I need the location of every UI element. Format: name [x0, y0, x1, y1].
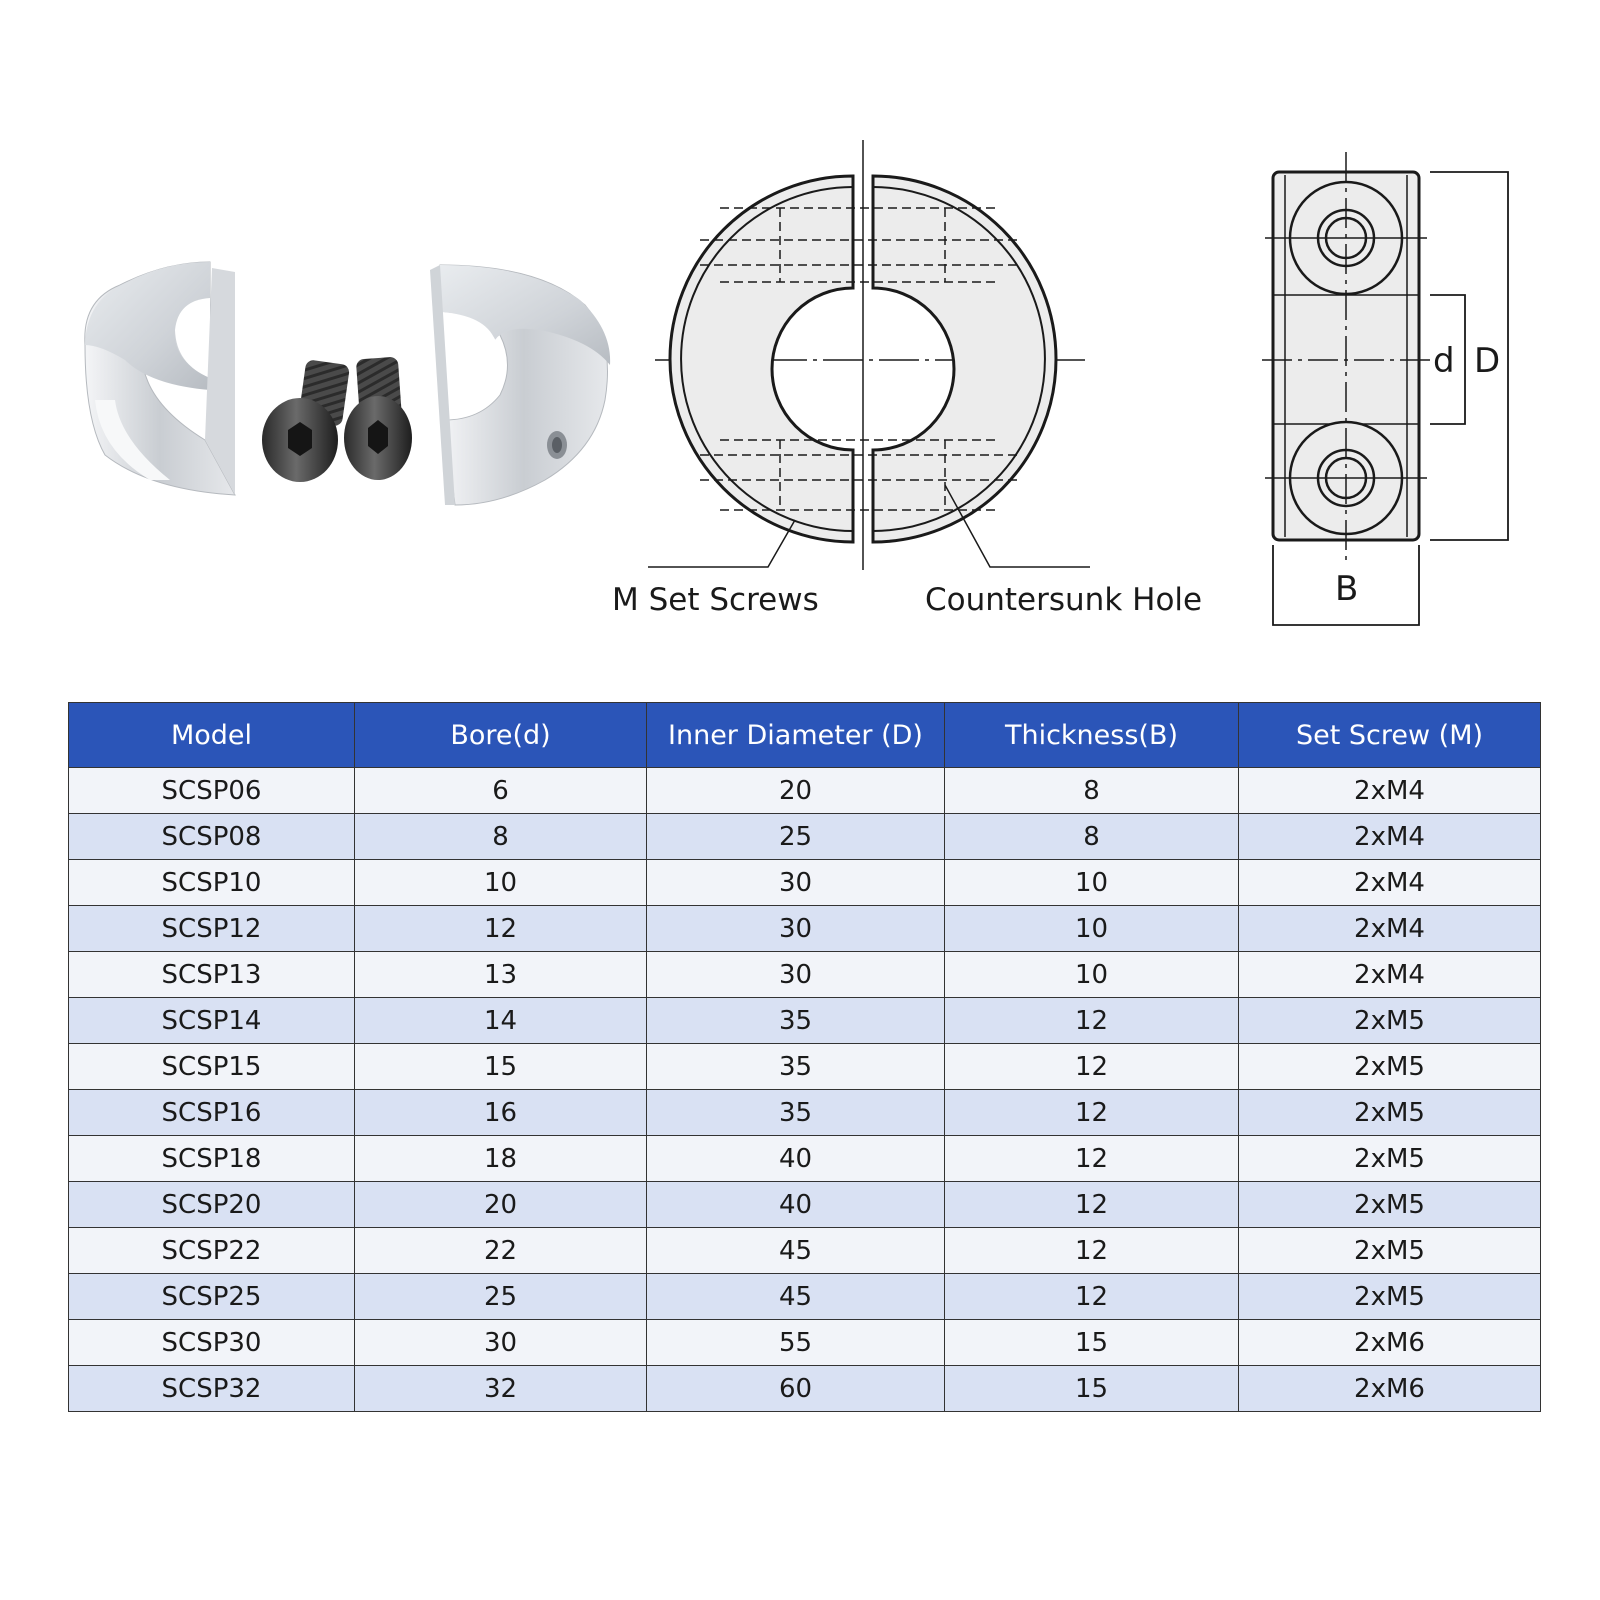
table-row	[69, 1182, 1541, 1228]
cell-inner-diameter: 40	[647, 1182, 945, 1228]
ring-half-right	[873, 176, 1056, 542]
cell-bore: 6	[355, 768, 647, 814]
cell-set-screw: 2xM5	[1239, 1182, 1541, 1228]
table-row	[69, 1136, 1541, 1182]
product-photo	[85, 262, 610, 505]
cell-set-screw: 2xM4	[1239, 860, 1541, 906]
cell-model: SCSP12	[69, 906, 355, 952]
collar-half-right	[430, 265, 610, 505]
cell-model: SCSP15	[69, 1044, 355, 1090]
cell-inner-diameter: 45	[647, 1228, 945, 1274]
cell-bore: 12	[355, 906, 647, 952]
cell-inner-diameter: 35	[647, 998, 945, 1044]
dimension-D-label: D	[1474, 341, 1501, 381]
cell-model: SCSP32	[69, 1366, 355, 1412]
cell-bore: 13	[355, 952, 647, 998]
product-illustration	[0, 0, 1600, 660]
set-screws-leader	[648, 520, 795, 567]
spec-table	[68, 702, 1541, 1412]
cell-model: SCSP06	[69, 768, 355, 814]
cell-inner-diameter: 45	[647, 1274, 945, 1320]
cell-model: SCSP16	[69, 1090, 355, 1136]
header-bore: Bore(d)	[355, 703, 647, 768]
header-thickness: Thickness(B)	[945, 703, 1239, 768]
cell-thickness: 12	[945, 1274, 1239, 1320]
table-row	[69, 860, 1541, 906]
cell-set-screw: 2xM6	[1239, 1366, 1541, 1412]
cell-thickness: 12	[945, 998, 1239, 1044]
table-row	[69, 768, 1541, 814]
cell-set-screw: 2xM6	[1239, 1320, 1541, 1366]
table-row	[69, 1274, 1541, 1320]
cell-model: SCSP25	[69, 1274, 355, 1320]
spec-table-body	[69, 768, 1541, 1412]
cell-thickness: 8	[945, 768, 1239, 814]
cell-thickness: 8	[945, 814, 1239, 860]
dimension-d-label: d	[1433, 341, 1455, 381]
cell-bore: 8	[355, 814, 647, 860]
spec-table-header	[69, 703, 1541, 768]
cell-inner-diameter: 60	[647, 1366, 945, 1412]
cell-set-screw: 2xM4	[1239, 768, 1541, 814]
cell-set-screw: 2xM5	[1239, 1044, 1541, 1090]
cell-bore: 14	[355, 998, 647, 1044]
header-model: Model	[69, 703, 355, 768]
dimension-B-label: B	[1335, 569, 1359, 609]
ring-half-left	[670, 176, 853, 542]
cell-inner-diameter: 40	[647, 1136, 945, 1182]
cell-model: SCSP13	[69, 952, 355, 998]
cell-thickness: 12	[945, 1090, 1239, 1136]
cell-inner-diameter: 55	[647, 1320, 945, 1366]
table-row	[69, 952, 1541, 998]
cell-model: SCSP30	[69, 1320, 355, 1366]
cell-model: SCSP20	[69, 1182, 355, 1228]
cell-thickness: 12	[945, 1228, 1239, 1274]
cell-inner-diameter: 35	[647, 1090, 945, 1136]
table-row	[69, 1366, 1541, 1412]
cell-thickness: 12	[945, 1136, 1239, 1182]
cell-inner-diameter: 35	[647, 1044, 945, 1090]
cell-inner-diameter: 25	[647, 814, 945, 860]
cell-model: SCSP08	[69, 814, 355, 860]
set-screws-label: M Set Screws	[612, 582, 819, 618]
cell-bore: 18	[355, 1136, 647, 1182]
cell-set-screw: 2xM5	[1239, 1090, 1541, 1136]
table-row	[69, 1228, 1541, 1274]
table-row	[69, 906, 1541, 952]
cell-inner-diameter: 20	[647, 768, 945, 814]
cell-bore: 22	[355, 1228, 647, 1274]
cell-bore: 16	[355, 1090, 647, 1136]
cell-bore: 32	[355, 1366, 647, 1412]
table-row	[69, 1090, 1541, 1136]
cell-bore: 15	[355, 1044, 647, 1090]
header-set-screw: Set Screw (M)	[1239, 703, 1541, 768]
cell-thickness: 10	[945, 860, 1239, 906]
collar-half-left	[85, 262, 235, 495]
cell-inner-diameter: 30	[647, 860, 945, 906]
table-row	[69, 814, 1541, 860]
cell-bore: 25	[355, 1274, 647, 1320]
table-row	[69, 998, 1541, 1044]
cell-set-screw: 2xM4	[1239, 906, 1541, 952]
cell-bore: 30	[355, 1320, 647, 1366]
cell-model: SCSP18	[69, 1136, 355, 1182]
cell-model: SCSP10	[69, 860, 355, 906]
cell-thickness: 12	[945, 1182, 1239, 1228]
side-view-drawing	[1262, 152, 1508, 625]
cell-thickness: 12	[945, 1044, 1239, 1090]
cell-model: SCSP14	[69, 998, 355, 1044]
cell-set-screw: 2xM5	[1239, 998, 1541, 1044]
cell-inner-diameter: 30	[647, 906, 945, 952]
countersunk-label: Countersunk Hole	[925, 582, 1203, 618]
cell-set-screw: 2xM5	[1239, 1228, 1541, 1274]
cell-thickness: 10	[945, 952, 1239, 998]
table-row	[69, 1320, 1541, 1366]
cell-set-screw: 2xM4	[1239, 952, 1541, 998]
socket-head-screws	[262, 357, 412, 482]
cell-set-screw: 2xM5	[1239, 1274, 1541, 1320]
cell-bore: 10	[355, 860, 647, 906]
cell-thickness: 10	[945, 906, 1239, 952]
cell-thickness: 15	[945, 1320, 1239, 1366]
cell-inner-diameter: 30	[647, 952, 945, 998]
cell-set-screw: 2xM4	[1239, 814, 1541, 860]
cell-bore: 20	[355, 1182, 647, 1228]
table-row	[69, 1044, 1541, 1090]
header-inner-diameter: Inner Diameter (D)	[647, 703, 945, 768]
cell-thickness: 15	[945, 1366, 1239, 1412]
cell-model: SCSP22	[69, 1228, 355, 1274]
cell-set-screw: 2xM5	[1239, 1136, 1541, 1182]
front-view-drawing	[648, 140, 1090, 570]
